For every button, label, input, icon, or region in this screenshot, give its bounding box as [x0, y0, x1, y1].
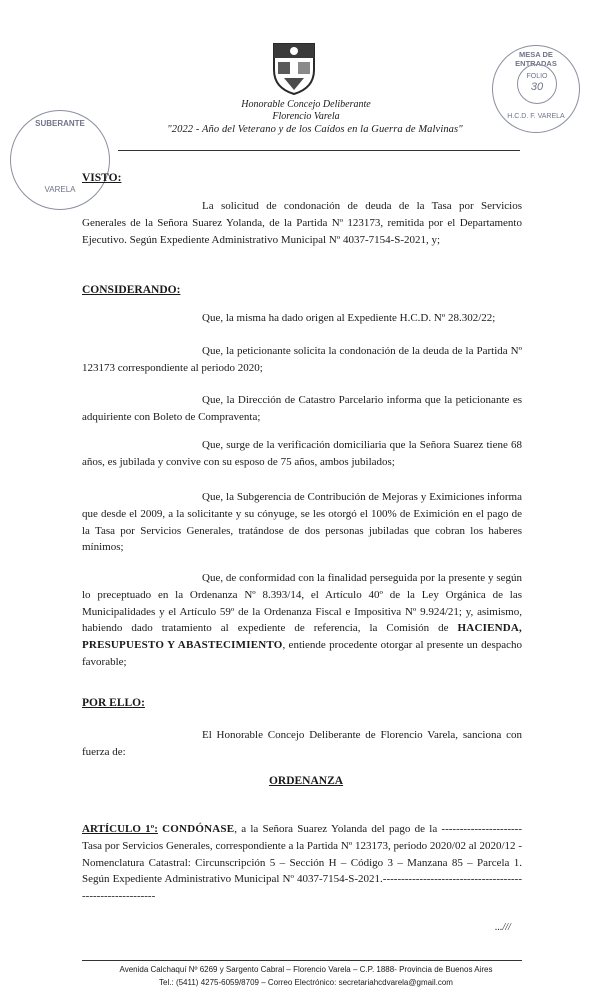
articulo-text: , a la Señora Suarez Yolanda del pago de la ---------------------- Tasa por Servicios Generales, correspondiente a la Partida Nº 123173, periodo 2020/02 al 2020/12 - Nomenclatura Catastral: Circunscripción 5 – Sección H – Código 3 – Manzana 85 – Parcela 1. Según Expediente Administrativo Municipal Nº 4037-7154-S-2021.---------------------------------------------------------- — [82, 823, 523, 903]
considerando-paragraph-3 — [82, 392, 522, 426]
stamp-title: MESA DE ENTRADAS — [515, 50, 557, 68]
commission-name: HACIENDA, PRESUPUESTO Y ABASTECIMIENTO — [82, 622, 522, 652]
considerando-text: Que, la peticionante solicita la condonación de la deuda de la Partida Nº 123173 correspondiente al periodo 2020; — [82, 345, 522, 374]
articulo-label: ARTÍCULO 1º: — [82, 823, 158, 835]
institution-city: Florencio Varela — [272, 111, 340, 122]
visto-heading: VISTO: — [82, 172, 122, 184]
considerando-text: Que, de conformidad con la finalidad perseguida por la presente y según lo preceptuado en la Ordenanza Nº 8.393/14, el Artículo 40º de la Ley Orgánica de las Municipalidades y el Artículo 59º de la Ordenanza Fiscal e Impositiva Nº 9.924/21; y, asimismo, habiendo dado tratamiento al expediente de referencia, la Comisión de — [82, 572, 522, 635]
considerando-paragraph-6 — [82, 570, 522, 671]
considerando-text: , entiende procedente otorgar al presente un despacho favorable; — [82, 639, 523, 668]
seal-bottom-text: VARELA — [44, 185, 76, 194]
por-ello-text: El Honorable Concejo Deliberante de Florencio Varela, sanciona con fuerza de: — [82, 729, 522, 758]
stamp-folio-circle — [517, 64, 557, 104]
stamp-folio-label: FOLIO — [526, 73, 548, 80]
stamp-folio-number: 30 — [530, 81, 544, 93]
considerando-paragraph-4 — [82, 437, 522, 471]
considerando-paragraph-1 — [82, 310, 522, 327]
por-ello-paragraph — [82, 727, 522, 761]
articulo-1-paragraph — [82, 821, 522, 905]
header-divider — [118, 150, 520, 151]
por-ello-heading: POR ELLO: — [82, 697, 145, 709]
footer-contact: Tel.: (5411) 4275-6059/8709 – Correo Electrónico: secretariahcdvarela@gmail.com — [159, 978, 453, 987]
footer-address: Avenida Calchaquí Nº 6269 y Sargento Cabral – Florencio Varela – C.P. 1888- Provincia de Buenos Aires — [119, 965, 493, 974]
considerando-text: Que, surge de la verificación domiciliaria que la Señora Suarez tiene 68 años, es jubilada y convive con su esposo de 75 años, ambos jubilados; — [82, 439, 522, 468]
considerando-text: Que, la Dirección de Catastro Parcelario informa que la peticionante es adquiriente con Boleto de Compraventa; — [82, 394, 522, 423]
institution-name: Honorable Concejo Deliberante — [241, 99, 371, 110]
page-continuation-mark: .../// — [495, 922, 511, 933]
ordenanza-heading: ORDENANZA — [268, 775, 344, 787]
municipal-crest-logo — [270, 40, 318, 96]
considerando-paragraph-2 — [82, 343, 522, 377]
seal-top-text: SUBERANTE — [35, 119, 85, 128]
mesa-de-entradas-stamp — [492, 45, 580, 133]
visto-text: La solicitud de condonación de deuda de la Tasa por Servicios Generales de la Señora Suarez Yolanda, de la Partida Nº 123173, remitida por el Departamento Ejecutivo. Según Expediente Administrativo Municipal Nº 4037-7154-S-2021, y; — [82, 200, 522, 246]
considerando-paragraph-5 — [82, 489, 522, 556]
stamp-footer: H.C.D. F. VARELA — [507, 113, 565, 120]
considerando-text: Que, la Subgerencia de Contribución de Mejoras y Eximiciones informa que desde el 2009, a la solicitante y su cónyuge, se les otorgó el 100% de Eximición en el pago de la Tasa por Servicios Generales, tratándose de dos personas jubiladas que cobran los haberes mínimos; — [82, 491, 522, 554]
year-motto: "2022 - Año del Veterano y de los Caídos en la Guerra de Malvinas" — [167, 124, 463, 135]
articulo-keyword: CONDÓNASE — [162, 823, 235, 835]
footer-divider — [82, 960, 522, 961]
visto-paragraph — [82, 198, 522, 248]
council-seal-stamp — [10, 110, 110, 210]
considerando-heading: CONSIDERANDO: — [82, 284, 181, 296]
considerando-text: Que, la misma ha dado origen al Expediente H.C.D. Nº 28.302/22; — [202, 312, 496, 324]
